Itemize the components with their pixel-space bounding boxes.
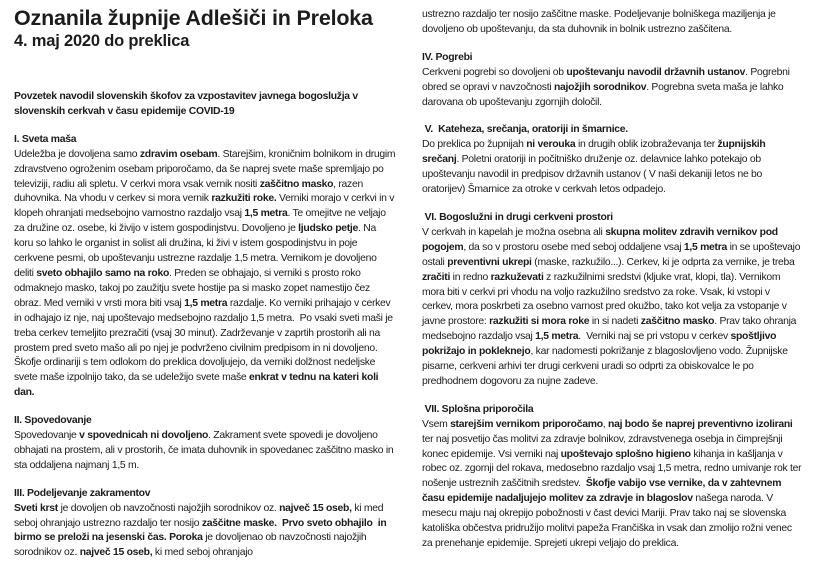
left-column bbox=[14, 6, 396, 566]
bold-text: ni verouka bbox=[526, 139, 576, 151]
text: . Zakrament svete spovedi je dovoljeno obhajati na prostem, ali v prostorih, če imata duhovnik in spovedanec zaščitno masko in sta oddaljena najmanj 1,5 m. bbox=[14, 430, 396, 471]
bold-text: naj bodo še naprej preventivno izolirani bbox=[608, 418, 793, 430]
title-line-1: Oznanila župnije Adlešiči in Preloka bbox=[14, 6, 373, 30]
text: (maske, razkužilo...). Cerkev, ki je odprta za vernike, je treba bbox=[531, 256, 798, 268]
text: , kar nadomesti pokrižanje z blagoslovljeno vodo. Župnijske pisarne, cerkveni arhivi ter drugi cerkveni uradi so odprti za obiskovalce le po predhodnem dogovoru za nujne zadeve. bbox=[422, 346, 791, 387]
bold-text: Povzetek navodil slovenskih škofov za vzpostavitev javnega bogoslužja v slovenskih cerkvah v času epidemije COVID-19 bbox=[14, 91, 361, 117]
right-column-content bbox=[422, 8, 803, 552]
bold-text: 1,5 metra bbox=[535, 331, 579, 343]
bold-text: starejšim vernikom priporočamo bbox=[450, 418, 603, 430]
text: in redno bbox=[450, 271, 491, 283]
section-heading: I. Sveta maša bbox=[14, 133, 77, 145]
text: Cerkveni pogrebi so dovoljeni ob bbox=[422, 66, 567, 78]
section-heading: VI. Bogoslužni in drugi cerkveni prostori bbox=[422, 211, 613, 223]
text: ki med seboj ohranjajo bbox=[152, 547, 253, 559]
text: Do preklica po župnijah bbox=[422, 139, 527, 151]
bold-text: 1,5 metra bbox=[244, 208, 288, 220]
text: ter naj posvetijo čas molitvi za zdravje bolnikov, zdravstvenega osebja in čimprejšnji konec epidemije. Vsi verniki naj bbox=[422, 418, 796, 460]
document-title bbox=[14, 6, 396, 52]
paragraph bbox=[14, 148, 396, 401]
bold-text: upoštevanju navodil državnih ustanov bbox=[566, 66, 746, 78]
bold-text: župnijskih srečanj bbox=[422, 139, 769, 166]
text: našega naroda. V mesecu maju naj okrepijo pobožnosti v čast devici Mariji. Prav tako naj se slovenska katoliška občestva pridružijo molitvi papeža Frančiška in vsak dan zmolijo rožni venec za prenehanje epidemije. Sprejeti ukrepi veljajo do preklica. bbox=[422, 493, 795, 549]
bold-text: 1,5 metra bbox=[184, 297, 228, 309]
section-heading: II. Spovedovanje bbox=[14, 415, 92, 427]
bold-text: 1,5 metra bbox=[683, 241, 727, 253]
section-heading: III. Podeljevanje zakramentov bbox=[14, 487, 151, 499]
text: ustrezno razdaljo ter nosijo zaščitne maske. Podeljevanje bolniškega maziljenja je dovoljeno ob upoštevanju, da sta duhovnik in bolnik ustrezno zaščitena. bbox=[422, 9, 779, 35]
text: in si nadeti bbox=[589, 316, 641, 328]
bold-text: v spovednicah ni dovoljeno bbox=[79, 430, 209, 442]
bold-text: ljudsko petje bbox=[298, 223, 359, 235]
text: . Poletni oratoriji in počitniško druženje oz. delavnice lahko potekajo ob upoštevanju navodil in predpisov državnih ustanov ( V naši dekaniji letos ne bo oratorijev) Šmarnice za otroke v cerkvah letos odpadejo. bbox=[422, 154, 765, 196]
bold-text: preventivni ukrepi bbox=[447, 256, 532, 268]
bold-text: najožjih sorodnikov bbox=[553, 81, 647, 93]
text: . Starejšim, kroničnim bolnikom in drugim zdravstveno ogroženim osebam priporočamo, da še naprej svete maše spremljajo po televiziji, radiu ali spletu. V cerkvi mora vsak vernik nositi bbox=[14, 148, 398, 190]
section-heading: V. Kateheza, srečanja, oratoriji in šmarnice. bbox=[422, 124, 628, 136]
text: Spovedovanje bbox=[14, 430, 80, 442]
text: . Te omejitve ne veljajo za družine oz. osebe, ki živijo v istem gospodinjstvu. Dovoljeno je bbox=[14, 208, 389, 235]
text: . Preden se obhajajo, si verniki s prosto roko odmaknejo masko, takoj po zaužitju svete hostije pa si masko zopet namestijo čez obraz. Med verniki v vrsti mora biti vsaj bbox=[14, 267, 373, 309]
paragraph bbox=[422, 66, 803, 111]
bold-text: zaščitno masko bbox=[259, 178, 334, 190]
paragraph bbox=[422, 418, 803, 552]
bold-text: Prvo sveto obhajilo in birmo se preloži na jesenski čas. Poroka bbox=[14, 517, 390, 544]
paragraph bbox=[14, 90, 396, 120]
bold-text: največ 15 oseb, bbox=[279, 502, 352, 514]
text: . Prav tako ohranja medsebojno razdaljo vsaj bbox=[422, 316, 799, 343]
text: . Pogrebni obred se opravi v navzočnosti bbox=[422, 66, 793, 93]
text: . Na koru so lahko le organist in solist ali družina, ki živi v istem gospodinjstvu in poje cerkvene pesmi, ob upoštevanju ustrezne razdalje 1,5 metra. Vernikom je dovoljeno deliti bbox=[14, 223, 380, 279]
text: z razkužilnimi sredstvi (kljuke vrat, klopi, tla). Vernikom mora biti v cerkvi pri vhodu na voljo razkužilno sredstvo za roke. Vsak, ki vstopi v cerkev, mora poskrbeti za osebno varnost pred okužbo, tako kot velja za vstopanje v javne prostore: bbox=[422, 271, 790, 328]
text: in se upoštevajo ostali bbox=[422, 241, 803, 268]
text: , razen duhovnika. Na vhodu v cerkev si mora vernik bbox=[14, 178, 366, 205]
bold-text: upoštevajo splošno higieno bbox=[560, 448, 691, 460]
paragraph bbox=[422, 226, 803, 390]
bold-text: spoštljivo pokrižajo in pokleknejo bbox=[422, 331, 779, 358]
paragraph bbox=[422, 138, 803, 198]
bold-text: Sveti krst bbox=[14, 502, 58, 514]
bold-text: zračiti bbox=[422, 271, 451, 283]
text: , bbox=[602, 418, 608, 430]
bold-text: zaščitno masko bbox=[640, 316, 715, 328]
section-heading: IV. Pogrebi bbox=[422, 51, 473, 63]
bold-text: zaščitne maske. bbox=[201, 517, 277, 529]
bold-text: sveto obhajilo samo na roko bbox=[36, 267, 170, 279]
text: kihanja in kašljanja v robec oz. zgornji del rokava, medosebno razdaljo vsaj 1,5 metra, redno umivanje rok ter nošenje ustreznih zaščitnih sredstev. bbox=[422, 448, 804, 490]
right-column bbox=[422, 6, 803, 566]
text: je dovoljenao ob navzočnosti najožjih sorodnikov oz. bbox=[14, 532, 370, 559]
paragraph bbox=[422, 8, 803, 38]
text: razdalje. Ko verniki prihajajo v cerkev in odhajajo iz nje, naj upoštevajo medsebojno razdaljo 1,5 metra. Po vsaki sveti maši je treba cerkev temeljito prezračiti (vsaj 30 minut). Zadrževanje v zaprtih prostorih ali na prostem pred sveto mašo ali po njej je podvrženo civilnim predpisom in ni dovoljeno. Škofje ordinariji s tem odlokom do preklica dovoljujejo, da verniki dolžnost nedeljske svete maše izpolnijo tako, da se udeležijo svete maše bbox=[14, 297, 396, 384]
bold-text: enkrat v tednu na kateri koli dan. bbox=[14, 372, 381, 399]
bold-text: razkužiti roke. bbox=[211, 193, 277, 205]
bold-text: Škofje vabijo vse vernike, da v zahtevnem času epidemije nadaljujejo molitev za zdravje in blagoslov bbox=[422, 478, 784, 505]
bold-text: največ 15 oseb, bbox=[79, 547, 153, 559]
text: V cerkvah in kapelah je možna osebna ali bbox=[422, 226, 606, 238]
text: . Pogrebna sveta maša je lahko darovana ob upoštevanju zgornjih določil. bbox=[422, 81, 786, 108]
section-heading: VII. Splošna priporočila bbox=[422, 403, 534, 415]
bold-text: zdravim osebam bbox=[139, 148, 218, 160]
bold-text: razkuževati bbox=[490, 271, 544, 283]
paragraph bbox=[14, 502, 396, 562]
text: in drugih oblik izobraževanja ter bbox=[575, 139, 718, 151]
text: je dovoljen ob navzočnosti najožjih sorodnikov oz. bbox=[57, 502, 280, 514]
paragraph bbox=[14, 429, 396, 474]
text: Verniki morajo v cerkvi in v klopeh ohranjati medsebojno varnostno razdaljo vsaj bbox=[14, 193, 397, 220]
title-line-2: 4. maj 2020 do preklica bbox=[14, 32, 190, 50]
text: . Verniki naj se pri vstopu v cerkev bbox=[578, 331, 731, 343]
bold-text: skupna molitev zdravih vernikov pod pogojem bbox=[422, 226, 781, 253]
bold-text: razkužiti si mora roke bbox=[489, 316, 590, 328]
left-column-content bbox=[14, 90, 396, 561]
text: Udeležba je dovoljena samo bbox=[14, 148, 140, 160]
text: , da so v prostoru osebe med seboj oddaljene vsaj bbox=[463, 241, 684, 253]
text: Vsem bbox=[422, 418, 451, 430]
text: ki med seboj ohranjajo ustrezno razdaljo ter nosijo bbox=[14, 502, 386, 529]
